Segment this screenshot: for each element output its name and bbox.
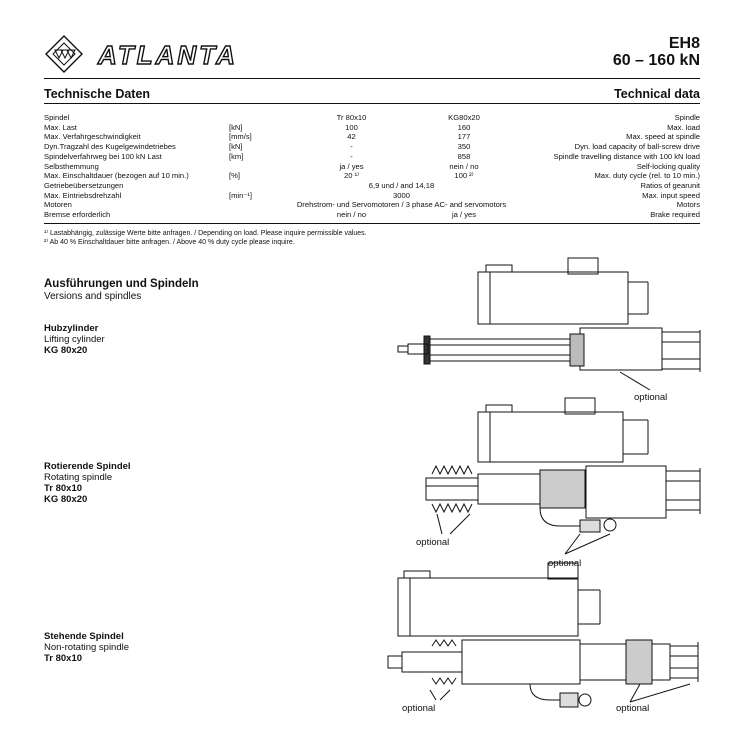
value-shared: Drehstrom- und Servomotoren / 3 phase AC- and servomotors [296, 200, 507, 210]
row-unit: [kN] [229, 122, 243, 132]
value-kg: 858 [457, 151, 471, 161]
row-unit: [kN] [229, 142, 243, 152]
value-tr: nein / no [336, 210, 367, 220]
value-shared: 3000 [393, 190, 410, 200]
optional-label-1: optional [634, 392, 668, 403]
row-label-de: Selbsthemmung [44, 161, 99, 171]
row-label-en: Max. speed at spindle [626, 132, 700, 142]
load-range: 60 – 160 kN [612, 52, 700, 69]
variant-name-en: Non-rotating spindle [44, 642, 130, 653]
value-kg: nein / no [449, 161, 479, 171]
row-label-en: Brake required [650, 210, 700, 220]
variant-spindle: Tr 80x10 [44, 483, 83, 494]
row-unit: [km] [229, 151, 244, 161]
footnote-1: ¹⁾ Lastabhängig, zulässige Werte bitte anfragen. / Depending on load. Please inquire permissible values. [44, 230, 367, 237]
row-label-de: Getriebeübersetzungen [44, 180, 124, 190]
variant-spindle: KG 80x20 [44, 345, 88, 356]
value-kg: 177 [457, 132, 471, 142]
drawing-non-rotating-spindle [388, 563, 698, 707]
row-label-de: Bremse erforderlich [44, 210, 111, 220]
drawing-lifting-cylinder [398, 258, 700, 390]
row-unit: [%] [229, 171, 240, 181]
variant-name-de: Stehende Spindel [44, 631, 124, 642]
value-kg: KG80x20 [448, 113, 480, 122]
row-label-de: Max. Last [44, 122, 77, 132]
value-kg: 160 [457, 122, 471, 132]
variant-spindle: KG 80x20 [44, 494, 88, 505]
row-unit: [min⁻¹] [229, 190, 252, 200]
versions-title-en: Versions and spindles [44, 291, 142, 302]
brand-logo-text: ATLANTA [98, 40, 238, 70]
row-label-de: Spindelverfahrweg bei 100 kN Last [44, 151, 162, 161]
optional-label-4: optional [402, 703, 436, 714]
value-tr: Tr 80x10 [336, 113, 367, 122]
row-label-en: Self-locking quality [636, 161, 700, 171]
row-label-de: Motoren [44, 200, 72, 210]
optional-label-2: optional [416, 537, 450, 548]
variant-name-en: Lifting cylinder [44, 334, 105, 345]
row-label-en: Spindle travelling distance with 100 kN load [553, 151, 700, 161]
optional-label-5: optional [616, 703, 650, 714]
row-label-en: Max. load [667, 122, 700, 132]
optional-label-3: optional [548, 558, 582, 569]
row-unit: [mm/s] [229, 132, 252, 142]
value-tr: 42 [347, 132, 356, 142]
value-tr: - [350, 142, 353, 152]
row-label-en: Dyn. load capacity of ball-screw drive [574, 142, 700, 152]
versions-title-de: Ausführungen und Spindeln [44, 278, 199, 290]
value-shared: 6,9 und / and 14,18 [368, 180, 435, 190]
row-label-en: Motors [676, 200, 700, 210]
row-label-de: Max. Einschaltdauer (bezogen auf 10 min.) [44, 171, 189, 181]
row-label-en: Max. duty cycle (rel. to 10 min.) [594, 171, 700, 181]
row-label-en: Max. input speed [642, 190, 700, 200]
value-tr: - [350, 151, 353, 161]
value-kg: ja / yes [451, 210, 477, 220]
value-tr: 100 [345, 122, 358, 132]
value-tr: ja / yes [339, 161, 364, 171]
variant-name-en: Rotating spindle [44, 472, 113, 483]
row-label-en: Ratios of gearunit [640, 180, 700, 190]
section-title-de: Technische Daten [44, 87, 151, 101]
variant-spindle: Tr 80x10 [44, 653, 83, 664]
row-label-de: Max. Eintriebsdrehzahl [44, 190, 122, 200]
row-label-de: Dyn.Tragzahl des Kugelgewindetriebes [44, 142, 176, 152]
variant-name-de: Rotierende Spindel [44, 461, 131, 472]
value-kg: 100 ²⁾ [454, 171, 474, 181]
value-kg: 350 [457, 142, 471, 152]
footnote-2: ²⁾ Ab 40 % Einschaltdauer bitte anfragen. / Above 40 % duty cycle please inquire. [44, 239, 295, 246]
model-name: EH8 [668, 35, 700, 52]
row-label-en: Spindle [674, 113, 700, 122]
row-label-de: Max. Verfahrgeschwindigkeit [44, 132, 141, 142]
variant-name-de: Hubzylinder [44, 323, 99, 334]
drawing-rotating-spindle [426, 398, 700, 554]
row-label-de: Spindel [44, 113, 70, 122]
value-tr: 20 ¹⁾ [344, 171, 359, 181]
section-title-en: Technical data [614, 87, 700, 101]
